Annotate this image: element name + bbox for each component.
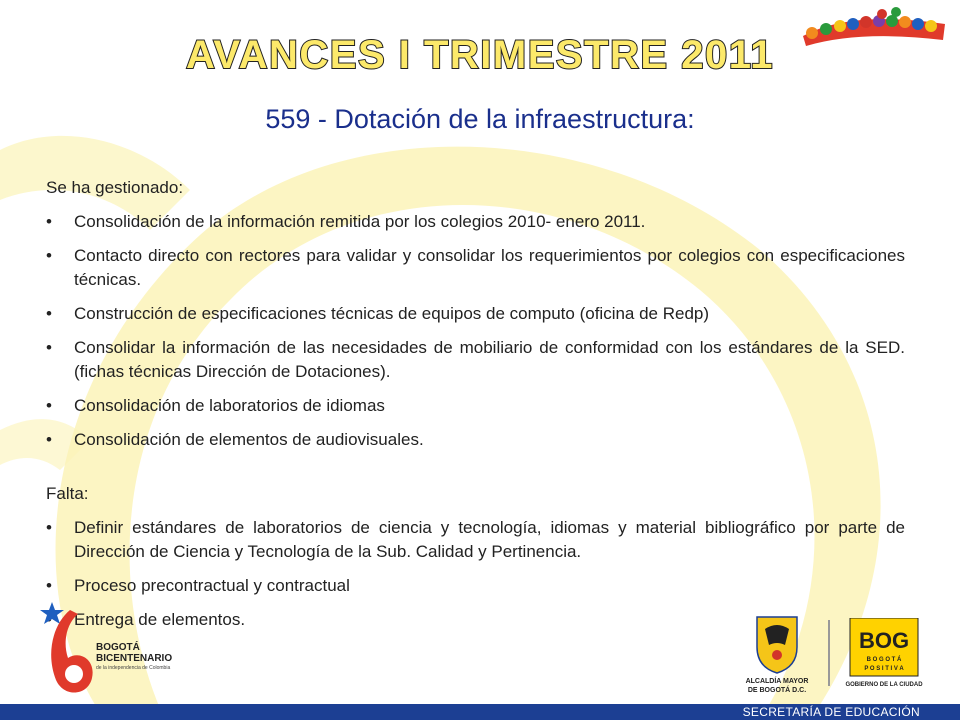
list-item: • Construcción de especificaciones técnicas de equipos de computo (oficina de Redp) [46, 302, 905, 326]
logo-divider [828, 620, 830, 686]
bullet-icon: • [46, 576, 52, 595]
bullet-icon: • [46, 396, 52, 415]
bullet-icon: • [46, 430, 52, 449]
intro-label: Se ha gestionado: [46, 178, 184, 197]
bullet-icon: • [46, 338, 52, 357]
section-spacer [46, 462, 905, 482]
svg-text:P O S I T I V A: P O S I T I V A [864, 666, 904, 672]
pending-label: Falta: [46, 484, 89, 503]
svg-text:B O G O T Á: B O G O T Á [866, 657, 902, 663]
list-item: • Contacto directo con rectores para validar y consolidar los requerimientos por colegios con especificaciones técnicas. [46, 246, 905, 289]
list-item: • Proceso precontractual y contractual [46, 574, 905, 598]
footer-label: SECRETARÍA DE EDUCACIÓN [742, 705, 920, 719]
slide-body [46, 176, 905, 642]
bullet-icon: • [46, 304, 52, 323]
svg-text:GOBIERNO DE LA CIUDAD: GOBIERNO DE LA CIUDAD [845, 682, 923, 688]
svg-text:ALCALDÍA MAYOR: ALCALDÍA MAYOR [745, 678, 809, 685]
bullet-icon: • [46, 246, 52, 265]
list-item: • Definir estándares de laboratorios de ciencia y tecnología, idiomas y material bibliográfico por parte de Dirección de Ciencia y Tecnología de la Sub. Calidad y Pertinencia. [46, 518, 905, 561]
list-item: • Consolidar la información de las necesidades de mobiliario de conformidad con los estándares de la SED. (fichas técnicas Dirección de Dotaciones). [46, 338, 905, 381]
footer-bar [0, 704, 960, 720]
alcaldia-logo [735, 615, 820, 695]
list-item: Entrega de elementos. [46, 608, 905, 632]
slide-subtitle: 559 - Dotación de la infraestructura: [265, 104, 695, 134]
svg-text:de la independencia de Colombi: de la independencia de Colombia [96, 665, 171, 671]
svg-text:BOG: BOG [858, 628, 910, 653]
list-item: • Consolidación de laboratorios de idiomas [46, 394, 905, 418]
done-list [46, 210, 905, 452]
svg-text:AVANCES I TRIMESTRE 2011: AVANCES I TRIMESTRE 2011 [186, 33, 774, 77]
bullet-icon: • [46, 518, 52, 537]
svg-text:DE BOGOTÁ D.C.: DE BOGOTÁ D.C. [747, 687, 807, 694]
bogota-positiva-logo [845, 618, 925, 690]
list-item: • Consolidación de elementos de audiovisuales. [46, 428, 905, 452]
svg-text:BOGOTÁ: BOGOTÁ [96, 642, 140, 653]
star-icon [40, 602, 64, 624]
page-title [0, 30, 960, 90]
bicentenario-logo [40, 600, 180, 700]
svg-text:BICENTENARIO: BICENTENARIO [96, 653, 173, 664]
list-item: • Consolidación de la información remitida por los colegios 2010- enero 2011. [46, 210, 905, 234]
bullet-icon: • [46, 212, 52, 231]
